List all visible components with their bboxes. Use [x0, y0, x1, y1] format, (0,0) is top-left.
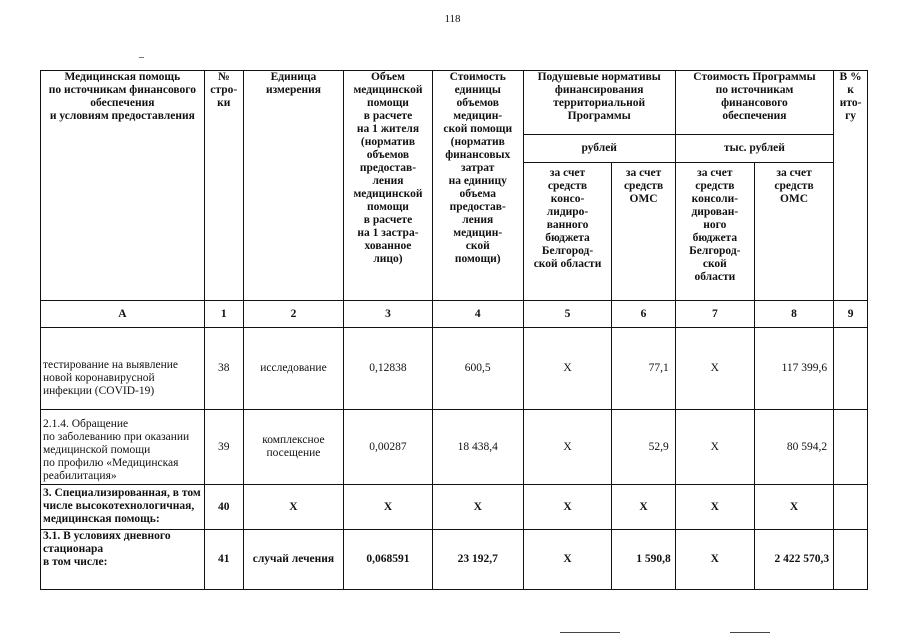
- header-col-6: за счет средств ОМС: [612, 163, 675, 301]
- row-name: тестирование на выявление новой коронавирусной инфекции (COVID-19): [41, 328, 205, 410]
- table-row: [41, 328, 868, 410]
- row-unit: комплексное посещение: [243, 410, 343, 485]
- row-unit: Х: [243, 485, 343, 530]
- row-name: 3.1. В условиях дневного стационара в том числе:: [41, 530, 205, 590]
- row-col-9: [834, 485, 868, 530]
- row-name: 3. Специализированная, в том числе высокотехнологичная, медицинская помощь:: [41, 485, 205, 530]
- header-col-4: Стоимость единицы объемов медицин- ской помощи (норматив финансовых затрат на единицу объема предостав- ления медицин- ской помощи): [432, 71, 523, 301]
- table-row: [41, 530, 868, 590]
- column-number: А: [41, 301, 205, 328]
- row-col-9: [834, 328, 868, 410]
- row-col-6: 52,9: [612, 410, 675, 485]
- row-col-5: Х: [523, 328, 612, 410]
- column-number: 2: [243, 301, 343, 328]
- header-col-8: за счет средств ОМС: [754, 163, 833, 301]
- scan-mark: [560, 632, 620, 633]
- row-volume: 0,00287: [344, 410, 433, 485]
- column-number: 1: [204, 301, 243, 328]
- header-group-per-capita: Подушевые нормативы финансирования территориальной Программы: [523, 71, 675, 135]
- row-col-8: Х: [754, 485, 833, 530]
- column-number: 8: [754, 301, 833, 328]
- row-col-8: 2 422 570,3: [754, 530, 833, 590]
- row-col-7: Х: [675, 530, 754, 590]
- row-col-8: 117 399,6: [754, 328, 833, 410]
- row-col-5: Х: [523, 410, 612, 485]
- header-col-5: за счет средств консо- лидиро- ванного бюджета Белгород- ской области: [523, 163, 612, 301]
- row-volume: 0,12838: [344, 328, 433, 410]
- row-col-9: [834, 530, 868, 590]
- row-unit-cost: Х: [432, 485, 523, 530]
- page-number: 118: [444, 13, 461, 25]
- header-col-3: Объем медицинской помощи в расчете на 1 жителя (норматив объемов предостав- ления медицинской помощи в расчете на 1 застра- хованное лицо): [344, 71, 433, 301]
- row-line-number: 40: [204, 485, 243, 530]
- row-unit-cost: 18 438,4: [432, 410, 523, 485]
- row-col-6: 77,1: [612, 328, 675, 410]
- header-col-a: Медицинская помощь по источникам финансового обеспечения и условиям предоставления: [41, 71, 205, 301]
- row-col-5: Х: [523, 530, 612, 590]
- header-unit-thousand-rubles: тыс. рублей: [675, 135, 833, 163]
- row-volume: 0,068591: [344, 530, 433, 590]
- column-number: 5: [523, 301, 612, 328]
- row-line-number: 38: [204, 328, 243, 410]
- table-row: [41, 410, 868, 485]
- header-col-1: № стро- ки: [204, 71, 243, 301]
- row-col-6: Х: [612, 485, 675, 530]
- row-col-8: 80 594,2: [754, 410, 833, 485]
- column-number: 9: [834, 301, 868, 328]
- row-col-7: Х: [675, 328, 754, 410]
- row-col-7: Х: [675, 410, 754, 485]
- header-col-2: Единица измерения: [243, 71, 343, 301]
- row-unit: случай лечения: [243, 530, 343, 590]
- column-number: 3: [344, 301, 433, 328]
- row-col-9: [834, 410, 868, 485]
- table-row: [41, 485, 868, 530]
- column-number-row: [41, 301, 868, 328]
- row-col-6: 1 590,8: [612, 530, 675, 590]
- header-row-1: [41, 71, 868, 135]
- column-number: 6: [612, 301, 675, 328]
- header-col-7: за счет средств консоли- дирован- ного бюджета Белгород- ской области: [675, 163, 754, 301]
- column-number: 4: [432, 301, 523, 328]
- row-unit-cost: 23 192,7: [432, 530, 523, 590]
- header-col-9: В % к ито- гу: [834, 71, 868, 301]
- row-name: 2.1.4. Обращение по заболеванию при оказании медицинской помощи по профилю «Медицинская реабилитация»: [41, 410, 205, 485]
- scan-mark: [139, 57, 144, 58]
- row-line-number: 41: [204, 530, 243, 590]
- row-unit-cost: 600,5: [432, 328, 523, 410]
- scan-mark: [730, 632, 770, 633]
- row-unit: исследование: [243, 328, 343, 410]
- header-unit-rubles: рублей: [523, 135, 675, 163]
- row-col-5: Х: [523, 485, 612, 530]
- row-line-number: 39: [204, 410, 243, 485]
- column-number: 7: [675, 301, 754, 328]
- row-col-7: Х: [675, 485, 754, 530]
- row-volume: Х: [344, 485, 433, 530]
- header-group-program-cost: Стоимость Программы по источникам финансового обеспечения: [675, 71, 833, 135]
- financing-table: [40, 70, 868, 590]
